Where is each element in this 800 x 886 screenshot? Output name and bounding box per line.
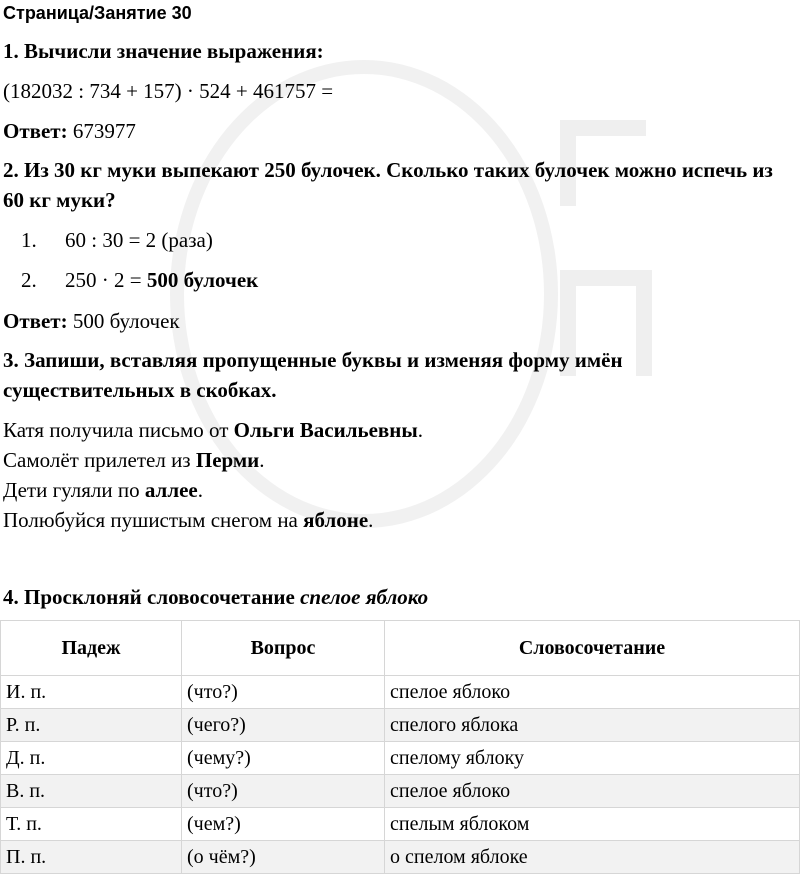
sentence-answer: Ольги Васильевны	[233, 418, 418, 442]
step-number: 2.	[21, 268, 37, 292]
task3-sentence	[3, 475, 203, 505]
cell-question: (о чём?)	[182, 841, 385, 874]
table-row	[1, 676, 800, 709]
cell-phrase: спелым яблоком	[385, 808, 800, 841]
sentence-answer: аллее	[144, 478, 198, 502]
cell-case: Д. п.	[1, 742, 182, 775]
table-row	[1, 709, 800, 742]
cell-question: (что?)	[182, 676, 385, 709]
step-text: 250 · 2 =	[65, 268, 147, 292]
sentence-punct: .	[417, 418, 423, 442]
cell-question: (чем?)	[182, 808, 385, 841]
cell-phrase: о спелом яблоке	[385, 841, 800, 874]
task2-step	[3, 225, 213, 255]
step-number: 1.	[21, 228, 37, 252]
sentence-punct: .	[259, 448, 265, 472]
task1-answer	[3, 116, 136, 146]
declension-table	[0, 620, 800, 874]
task4-heading	[3, 582, 428, 612]
cell-case: В. п.	[1, 775, 182, 808]
task2-heading: 2. Из 30 кг муки выпекают 250 булочек. Сколько таких булочек можно испечь из 60 кг муки?	[3, 158, 773, 212]
task1-expression: (182032 : 734 + 157) · 524 + 461757 =	[3, 79, 334, 103]
task2-step	[3, 265, 258, 295]
answer-label: Ответ:	[3, 119, 68, 143]
answer-value: 673977	[72, 119, 136, 143]
cell-phrase: спелое яблоко	[385, 676, 800, 709]
sentence-punct: .	[368, 508, 374, 532]
sentence-text: Катя получила письмо от	[3, 418, 234, 442]
sentence-text: Полюбуйся пушистым снегом на	[3, 508, 304, 532]
cell-phrase: спелого яблока	[385, 709, 800, 742]
task1-heading: 1. Вычисли значение выражения:	[3, 39, 324, 63]
task2-answer	[3, 306, 180, 336]
sentence-text: Дети гуляли по	[3, 478, 145, 502]
task3-sentence	[3, 445, 265, 475]
task3-sentence	[3, 505, 373, 535]
task3-heading: 3. Запиши, вставляя пропущенные буквы и изменяя форму имён существительных в скобках.	[3, 348, 623, 402]
table-row	[1, 841, 800, 874]
sentence-punct: .	[197, 478, 203, 502]
cell-phrase: спелому яблоку	[385, 742, 800, 775]
step-result: 500 булочек	[146, 268, 259, 292]
cell-question: (чему?)	[182, 742, 385, 775]
page-title: Страница/Занятие 30	[3, 3, 192, 23]
task3-sentence	[3, 415, 423, 445]
sentence-answer: Перми	[195, 448, 260, 472]
cell-question: (что?)	[182, 775, 385, 808]
table-row	[1, 808, 800, 841]
sentence-text: Самолёт прилетел из	[3, 448, 196, 472]
sentence-answer: яблоне	[303, 508, 369, 532]
cell-case: Т. п.	[1, 808, 182, 841]
cell-question: (чего?)	[182, 709, 385, 742]
answer-value: 500 булочек	[72, 309, 180, 333]
table-row	[1, 775, 800, 808]
task4-phrase: спелое яблоко	[300, 585, 429, 609]
column-header-question: Вопрос	[182, 621, 385, 676]
cell-case: П. п.	[1, 841, 182, 874]
column-header-phrase: Словосочетание	[385, 621, 800, 676]
table-header-row	[1, 621, 800, 676]
table-row	[1, 742, 800, 775]
step-text: 60 : 30 = 2 (раза)	[65, 228, 213, 252]
cell-case: И. п.	[1, 676, 182, 709]
task4-heading-text: 4. Просклоняй словосочетание	[3, 585, 301, 609]
column-header-case: Падеж	[1, 621, 182, 676]
answer-label: Ответ:	[3, 309, 68, 333]
cell-case: Р. п.	[1, 709, 182, 742]
cell-phrase: спелое яблоко	[385, 775, 800, 808]
